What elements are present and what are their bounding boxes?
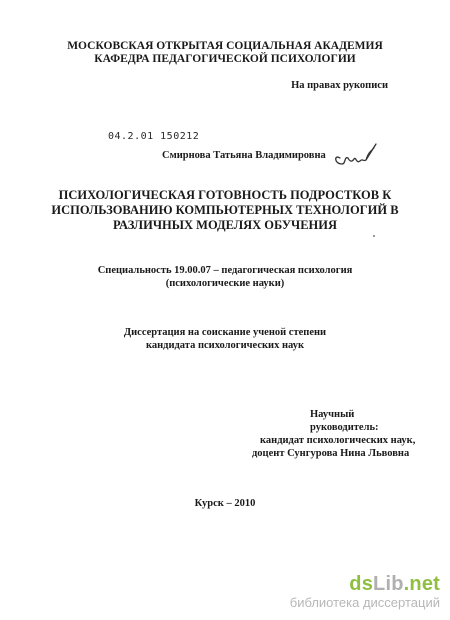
title-line: ИСПОЛЬЗОВАНИЮ КОМПЬЮТЕРНЫХ ТЕХНОЛОГИЙ В xyxy=(51,203,399,217)
dissertation-title xyxy=(0,188,450,233)
author-name: Смирнова Татьяна Владимировна xyxy=(162,150,326,161)
specialty-code: Специальность 19.00.07 – педагогическая психология xyxy=(97,265,353,276)
institution-name: МОСКОВСКАЯ ОТКРЫТАЯ СОЦИАЛЬНАЯ АКАДЕМИЯ xyxy=(67,40,383,52)
title-line: РАЗЛИЧНЫХ МОДЕЛЯХ ОБУЧЕНИЯ xyxy=(112,218,338,232)
speck xyxy=(373,235,375,237)
city-year: Курск – 2010 xyxy=(194,498,256,509)
specialty-block xyxy=(0,264,450,290)
dslib-logo: dsLib.net xyxy=(349,573,440,595)
manuscript-rights-note: На правах рукописи xyxy=(291,80,388,91)
registration-stamp: 04.2.01 150212 xyxy=(108,131,200,142)
supervisor-degree: кандидат психологических наук, xyxy=(260,435,416,446)
supervisor-block xyxy=(252,408,418,460)
signature-icon xyxy=(330,140,378,172)
degree-line: Диссертация на соискание ученой степени xyxy=(123,327,327,338)
supervisor-name: доцент Сунгурова Нина Львовна xyxy=(252,448,410,459)
department-name: КАФЕДРА ПЕДАГОГИЧЕСКОЙ ПСИХОЛОГИИ xyxy=(94,53,356,65)
degree-line: кандидата психологических наук xyxy=(145,340,305,351)
supervisor-label: Научный руководитель: xyxy=(310,409,379,433)
degree-block xyxy=(0,326,450,352)
specialty-field: (психологические науки) xyxy=(165,278,285,289)
dslib-watermark xyxy=(290,573,440,610)
institution-header xyxy=(0,40,450,66)
dslib-subtitle: библиотека диссертаций xyxy=(289,595,440,610)
title-line: ПСИХОЛОГИЧЕСКАЯ ГОТОВНОСТЬ ПОДРОСТКОВ К xyxy=(58,188,392,202)
